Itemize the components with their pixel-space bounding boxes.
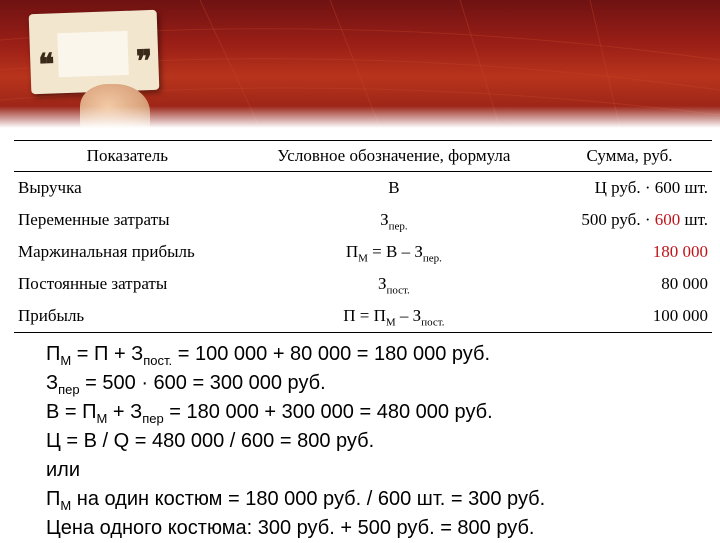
table-row	[14, 236, 712, 268]
calc-line: Ц = В / Q = 480 000 / 600 = 800 руб.	[46, 430, 375, 452]
row-name: Переменные затраты	[18, 210, 170, 229]
row-amount: 80 000	[661, 274, 708, 293]
calculation-notes	[46, 340, 706, 543]
header-formula: Условное обозначение, формула	[241, 141, 547, 172]
row-amount: 500 руб. · 600 шт.	[581, 210, 708, 229]
table-row	[14, 268, 712, 300]
row-name: Выручка	[18, 178, 82, 197]
row-formula: $П = П_М - З_{пост.}$	[241, 300, 547, 333]
quote-card-blank	[57, 31, 128, 77]
row-formula: В	[388, 178, 400, 197]
calc-line: $П_М$ на один костюм = 180 000 руб. / 600 шт. = 300 руб.	[46, 488, 546, 513]
row-amount: 100 000	[547, 300, 712, 333]
row-formula: $З_{пер.}$	[380, 210, 408, 233]
row-name: Маржинальная прибыль	[18, 242, 195, 261]
row-formula: $З_{пост.}$	[377, 274, 410, 297]
row-amount: 180 000	[652, 242, 708, 261]
quote-left-icon: ❝	[37, 48, 56, 82]
row-amount: Ц руб. · 600 шт.	[594, 178, 708, 197]
header-banner	[0, 0, 720, 128]
calc-line: или	[46, 459, 81, 481]
table-header-row	[14, 141, 712, 172]
quote-right-icon: ❞	[135, 44, 153, 79]
calc-line: $В = П_М + З_{пер} = 180$ 000 + 300 000 = 480 000 руб.	[46, 401, 493, 426]
row-name: Прибыль	[14, 300, 241, 333]
row-name: Постоянные затраты	[18, 274, 168, 293]
calc-line: $З_{пер} = 500 \cdot 600 = 300$ 000 руб.	[46, 372, 326, 397]
calc-line: Цена одного костюма: 300 руб. + 500 руб. = 800 руб.	[46, 517, 535, 539]
quote-card	[29, 10, 160, 94]
indicators-table	[14, 140, 712, 333]
header-indicator: Показатель	[14, 141, 241, 172]
row-formula: $П_М = В - З_{пер.}$	[345, 242, 442, 265]
table-row	[14, 300, 712, 333]
header-amount: Сумма, руб.	[547, 141, 712, 172]
calc-line: $П_М = П + З_{пост.} = 100$ 000 + 80 000 = 180 000 руб.	[46, 343, 491, 368]
table-row	[14, 204, 712, 236]
table-row	[14, 172, 712, 205]
